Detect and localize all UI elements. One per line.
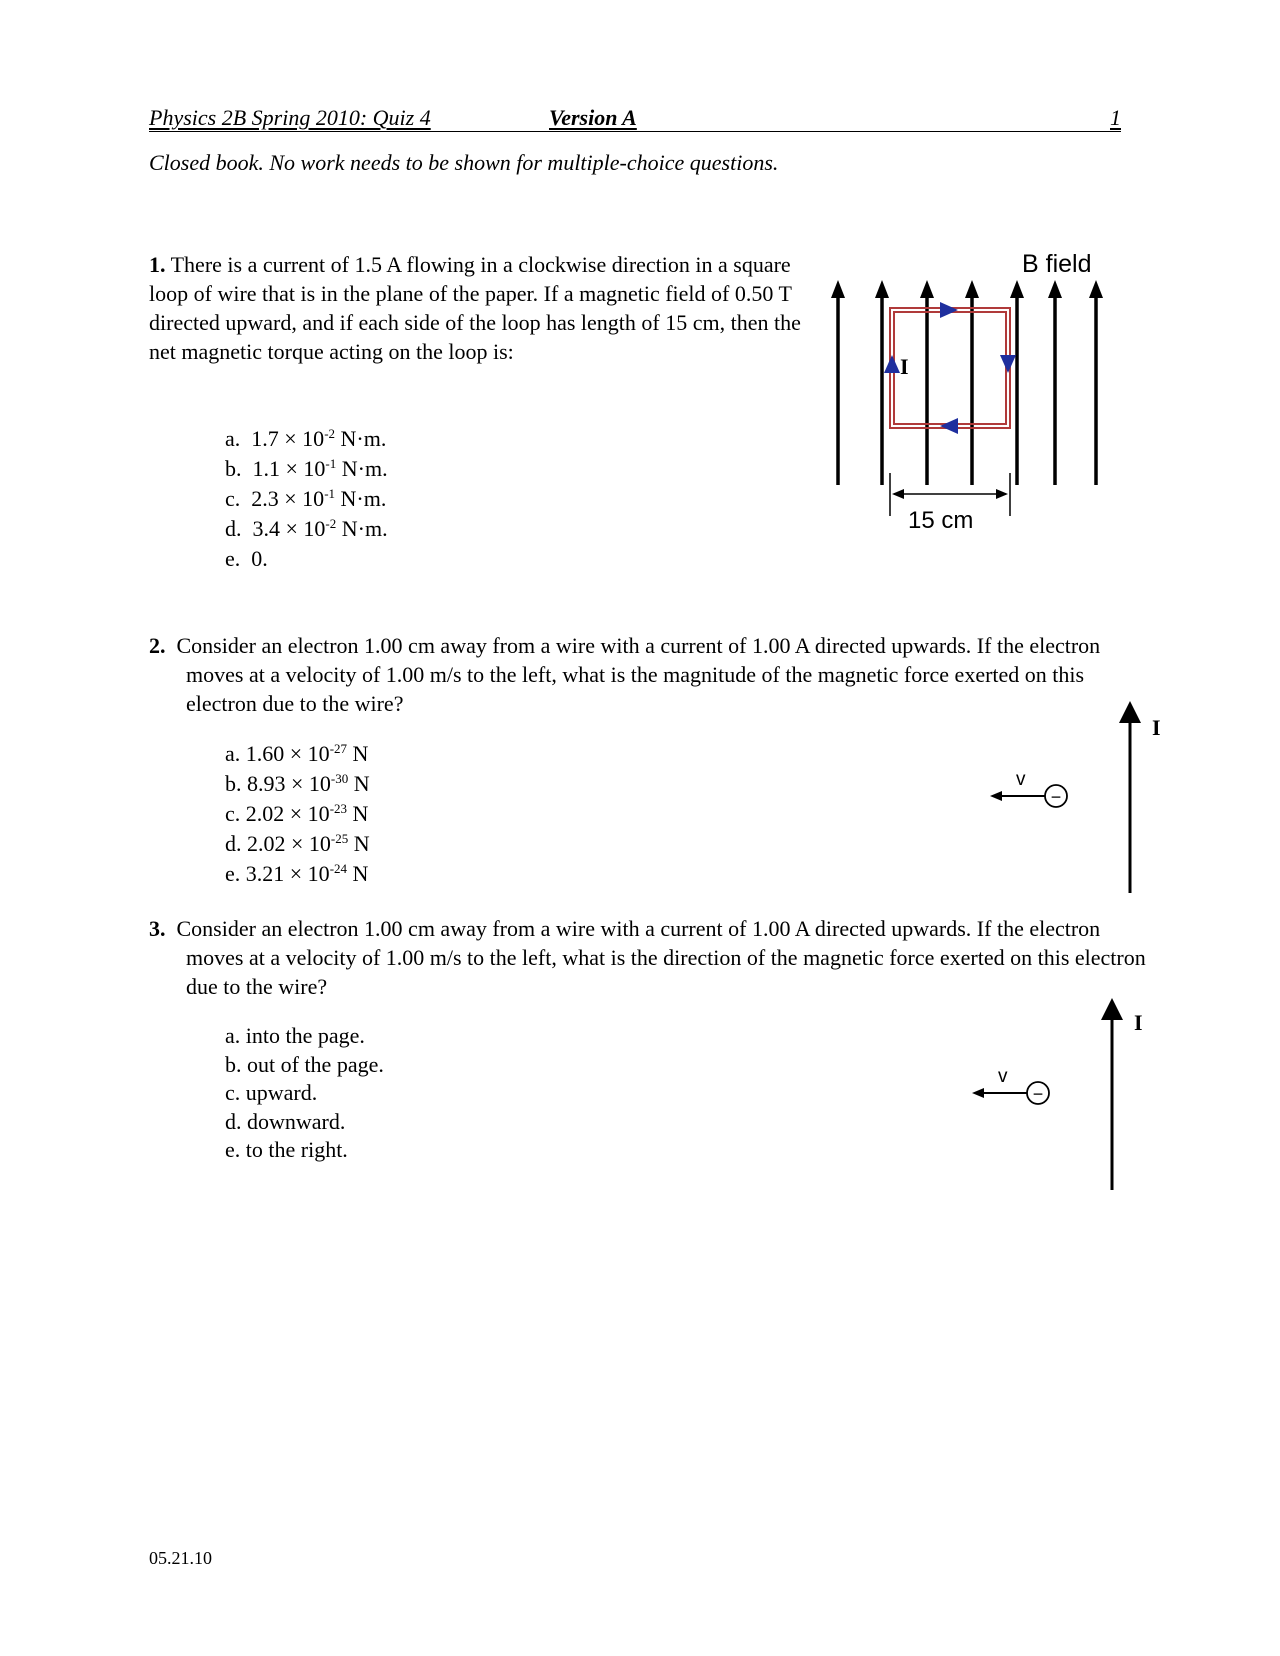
page-header [149, 103, 1121, 132]
current-arrow-down-icon [1000, 355, 1016, 373]
question-3-number: 3. [149, 916, 166, 941]
question-2-number: 2. [149, 633, 166, 658]
option-2d[interactable]: d. $2.02 \times 10^{-25}$ N [225, 831, 370, 856]
up-arrow-icon [831, 280, 845, 298]
option-3a[interactable]: a. into the page. [225, 1023, 365, 1048]
wire-loop-inner [894, 312, 1006, 424]
option-1b[interactable]: b. $1.1 \times 10^{-1}$ N·m. [225, 456, 388, 481]
dimension-arrow-left-icon [892, 489, 904, 499]
instructions: Closed book. No work needs to be shown for multiple-choice questions. [149, 150, 779, 175]
up-arrow-icon [875, 280, 889, 298]
option-3b[interactable]: b. out of the page. [225, 1051, 384, 1077]
option-3d[interactable]: d. downward. [225, 1108, 346, 1134]
question-1-options [225, 424, 388, 574]
electron-wire-figure-3 [962, 992, 1162, 1192]
current-arrow-right-icon [940, 302, 958, 318]
loop-b-field-figure [820, 240, 1110, 560]
field-lines [838, 292, 1096, 485]
option-1d[interactable]: d. $3.4 \times 10^{-2}$ N·m. [225, 516, 388, 541]
velocity-label: v [1016, 769, 1026, 790]
current-arrow-left-icon [940, 418, 958, 434]
velocity-arrow-left-icon [990, 791, 1002, 801]
electron-charge-symbol: − [1032, 1084, 1044, 1104]
page-number: 1 [1110, 105, 1121, 130]
option-2c[interactable]: c. $2.02 \times 10^{-23}$ N [225, 801, 369, 826]
option-1c[interactable]: c. $2.3 \times 10^{-1}$ N·m. [225, 486, 387, 511]
up-arrow-icon [965, 280, 979, 298]
option-2b[interactable]: b. $8.93 \times 10^{-30}$ N [225, 771, 370, 796]
option-3c[interactable]: c. upward. [225, 1080, 318, 1105]
question-2-options [225, 739, 370, 889]
option-1a[interactable]: a. $1.7 \times 10^{-2}$ N·m. [225, 426, 387, 451]
dimension-arrow-right-icon [996, 489, 1008, 499]
question-3-text: Consider an electron 1.00 cm away from a wire with a current of 1.00 A directed upwards. If the electron moves at a velocity of 1.00 m/s to the left, what is the direction of the magnetic force exerted on this electron due to the wire? [176, 916, 1146, 999]
current-arrow-up-icon [884, 355, 900, 373]
course-title: Physics 2B Spring 2010: Quiz 4 [149, 105, 431, 130]
question-3-options [225, 1022, 384, 1165]
electron-wire-figure-2 [980, 695, 1180, 895]
up-arrow-icon [1089, 280, 1103, 298]
question-1-text: There is a current of 1.5 A flowing in a clockwise direction in a square loop of wire that is in the plane of the paper. If a magnetic field of 0.50 T directed upward, and if each side of the loop has length of 15 cm, then the net magnetic torque acting on the loop is: [149, 252, 801, 364]
question-1 [149, 250, 811, 366]
wire-current-label: I [1152, 715, 1161, 740]
velocity-arrow-left-icon [972, 1088, 984, 1098]
question-2-text: Consider an electron 1.00 cm away from a wire with a current of 1.00 A directed upwards. If the electron moves at a velocity of 1.00 m/s to the left, what is the magnitude of the magnetic force exerted on this electron due to the wire? [176, 633, 1101, 716]
field-arrowheads [831, 280, 1103, 298]
up-arrow-icon [1010, 280, 1024, 298]
current-up-arrow-icon [1119, 701, 1141, 723]
footer-date: 05.21.10 [149, 1548, 212, 1568]
up-arrow-icon [920, 280, 934, 298]
question-3 [149, 914, 1158, 1001]
b-field-label: B field [1022, 250, 1092, 278]
option-1e[interactable]: e. 0. [225, 546, 268, 571]
option-3e[interactable]: e. to the right. [225, 1137, 348, 1162]
option-2e[interactable]: e. $3.21 \times 10^{-24}$ N [225, 861, 369, 886]
velocity-label: v [998, 1066, 1008, 1087]
length-label: 15 cm [908, 507, 974, 534]
question-1-number: 1. [149, 252, 166, 277]
current-up-arrow-icon [1101, 998, 1123, 1020]
wire-current-label: I [1134, 1010, 1143, 1035]
current-label: I [900, 354, 909, 379]
up-arrow-icon [1048, 280, 1062, 298]
version-label: Version A [549, 105, 637, 130]
electron-charge-symbol: − [1050, 787, 1062, 807]
option-2a[interactable]: a. $1.60 \times 10^{-27}$ N [225, 741, 369, 766]
